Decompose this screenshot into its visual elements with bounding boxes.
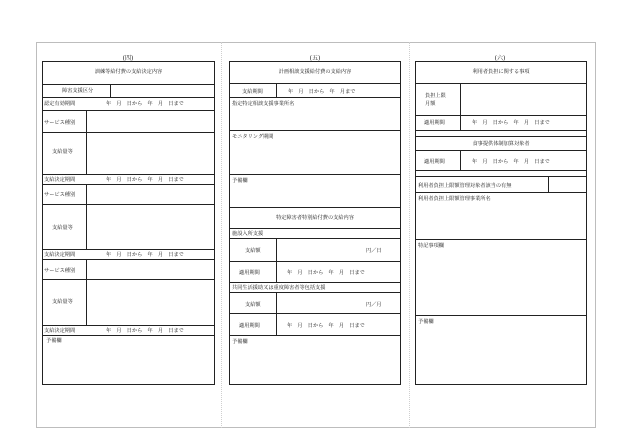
service-type-label: サービス種別 bbox=[44, 268, 76, 274]
decision-period-dates[interactable]: 年 月 日から 年 月 日まで bbox=[106, 328, 184, 334]
payment-period-dates[interactable]: 年 月 日から 年 月まで bbox=[288, 89, 356, 95]
column-label-six: (六) bbox=[494, 55, 506, 62]
service-type-label: サービス種別 bbox=[44, 192, 76, 198]
cell-divider bbox=[86, 185, 87, 250]
row-divider bbox=[43, 133, 214, 175]
section-five-heading: 計画相談支援給付費の支給内容 bbox=[278, 69, 352, 75]
notes-label: 特記事項欄 bbox=[418, 243, 444, 249]
payment-amount-label: 支給額 bbox=[245, 302, 261, 308]
section-four-heading: 訓練等給付費の支給決定内容 bbox=[94, 69, 163, 75]
special-heading: 特定障害者特別給付費の支給内容 bbox=[276, 215, 354, 221]
cell-divider bbox=[460, 84, 461, 131]
applicable-period-dates[interactable]: 年 月 日から 年 月 日まで bbox=[472, 120, 550, 126]
amount-label: 支給量等 bbox=[52, 225, 73, 231]
cell-divider bbox=[110, 85, 111, 98]
cert-period-label: 認定有効期間 bbox=[44, 101, 76, 107]
applicable-period-label: 適用期間 bbox=[424, 159, 445, 165]
row-divider bbox=[230, 175, 400, 208]
section-six-heading: 利用者負担に関する事項 bbox=[472, 69, 530, 75]
applicable-period-label: 適用期間 bbox=[239, 270, 260, 276]
row-divider bbox=[230, 62, 400, 84]
row-divider bbox=[230, 262, 400, 283]
row-divider bbox=[230, 131, 400, 175]
remarks-label: 予備欄 bbox=[46, 338, 62, 344]
column-label-five: (五) bbox=[309, 55, 321, 62]
row-divider bbox=[416, 137, 586, 151]
row-divider bbox=[43, 185, 214, 205]
row-divider bbox=[43, 250, 214, 260]
designated-office-label: 指定特定相談支援事業所名 bbox=[232, 101, 295, 107]
remarks-label: 予備欄 bbox=[418, 319, 434, 325]
group-home-label: 共同生活援助又は重度障害者等包括支援 bbox=[232, 285, 326, 291]
row-divider bbox=[230, 229, 400, 239]
row-divider bbox=[230, 314, 400, 336]
row-divider bbox=[230, 98, 400, 131]
service-type-label: サービス種別 bbox=[44, 120, 76, 126]
row-divider bbox=[230, 208, 400, 229]
cell-divider bbox=[86, 111, 87, 175]
column-label-four: (四) bbox=[122, 55, 134, 62]
row-divider bbox=[416, 177, 586, 193]
cert-period-dates[interactable]: 年 月 日から 年 月 日まで bbox=[106, 101, 184, 107]
cell-divider bbox=[276, 239, 277, 283]
row-divider bbox=[230, 293, 400, 314]
decision-period-dates[interactable]: 年 月 日から 年 月 日まで bbox=[106, 177, 184, 183]
cell-divider bbox=[86, 260, 87, 326]
payment-period-label: 支給期間 bbox=[242, 89, 263, 95]
decision-period-label: 支給決定期間 bbox=[44, 177, 76, 183]
row-divider bbox=[416, 116, 586, 131]
amount-label: 支給量等 bbox=[52, 149, 73, 155]
cell-divider bbox=[460, 151, 461, 171]
column-divider bbox=[409, 42, 410, 428]
payment-amount-label: 支給額 bbox=[245, 248, 261, 254]
remarks-label: 予備欄 bbox=[232, 178, 248, 184]
row-divider bbox=[416, 84, 586, 116]
facility-label: 施設入所支援 bbox=[232, 231, 264, 237]
row-divider bbox=[43, 175, 214, 185]
row-divider bbox=[416, 151, 586, 171]
section-five bbox=[229, 61, 401, 385]
decision-period-dates[interactable]: 年 月 日から 年 月 日まで bbox=[106, 252, 184, 258]
row-divider bbox=[43, 62, 214, 85]
remarks-label: 予備欄 bbox=[232, 339, 248, 345]
column-divider bbox=[221, 42, 222, 428]
cell-divider bbox=[276, 293, 277, 336]
applicable-period-label: 適用期間 bbox=[239, 323, 260, 329]
section-four bbox=[42, 61, 215, 385]
section-six bbox=[415, 61, 587, 385]
row-divider bbox=[230, 239, 400, 262]
yen-per-day[interactable]: 円／日 bbox=[366, 248, 382, 254]
row-divider bbox=[43, 280, 214, 326]
applicable-period-dates[interactable]: 年 月 日から 年 月 日まで bbox=[287, 270, 365, 276]
row-divider bbox=[416, 193, 586, 240]
row-divider bbox=[230, 84, 400, 98]
row-divider bbox=[416, 62, 586, 84]
row-divider bbox=[230, 283, 400, 293]
row-divider bbox=[43, 98, 214, 111]
row-divider bbox=[43, 111, 214, 133]
decision-period-label: 支給決定期間 bbox=[44, 252, 76, 258]
burden-cap-label: 負担上限月額 bbox=[425, 93, 446, 107]
applicable-period-label: 適用期間 bbox=[424, 120, 445, 126]
row-divider bbox=[43, 326, 214, 336]
row-divider bbox=[43, 85, 214, 98]
yen-per-month[interactable]: 円／月 bbox=[366, 302, 382, 308]
meal-target-label: 食事提供体制加算対象者 bbox=[472, 141, 530, 147]
row-divider bbox=[43, 205, 214, 250]
monitoring-label: モニタリング期間 bbox=[232, 134, 274, 140]
support-class-label: 障害支援区分 bbox=[62, 88, 94, 94]
row-divider bbox=[416, 240, 586, 316]
row-divider bbox=[43, 260, 214, 280]
amount-label: 支給量等 bbox=[52, 299, 73, 305]
applicable-period-dates[interactable]: 年 月 日から 年 月 日まで bbox=[472, 159, 550, 165]
decision-period-label: 支給決定期間 bbox=[44, 328, 76, 334]
cap-mgmt-target-label: 利用者負担上限額管理対象者該当の有無 bbox=[418, 183, 512, 189]
cap-mgmt-office-label: 利用者負担上限額管理事業所名 bbox=[418, 196, 491, 202]
applicable-period-dates[interactable]: 年 月 日から 年 月 日まで bbox=[287, 323, 365, 329]
